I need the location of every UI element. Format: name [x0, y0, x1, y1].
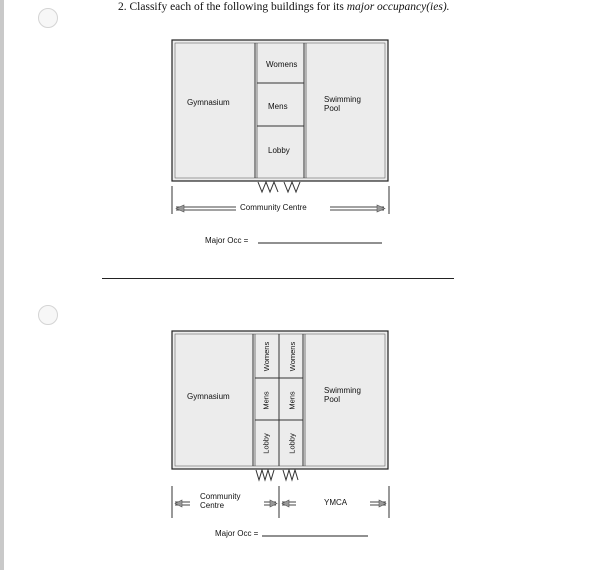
room-label-womens: Womens — [266, 60, 298, 69]
left-building-label: Community Centre — [200, 492, 241, 510]
room-label-gymnasium: Gymnasium — [187, 98, 230, 107]
room-label-swimming-pool: Swimming Pool — [324, 95, 361, 113]
building-dimension-label: Community Centre — [240, 203, 307, 212]
room-label-womens: Womens — [262, 341, 272, 372]
room-label-mens: Mens — [261, 391, 271, 410]
room-label-lobby: Lobby — [268, 146, 290, 155]
question-prefix: Classify each of the following buildings for its — [129, 1, 344, 13]
room-label-womens: Womens — [288, 341, 298, 372]
room-label-lobby: Lobby — [261, 433, 271, 454]
room-label-mens: Mens — [268, 102, 288, 111]
right-building-label: YMCA — [324, 498, 348, 507]
diagram1-floor-plan — [172, 40, 389, 243]
room-label-swimming-pool: Swimming Pool — [324, 386, 361, 404]
answer-label: Major Occ = — [215, 529, 259, 538]
question-emphasis: major occupancy(ies). — [346, 1, 450, 13]
room-label-lobby: Lobby — [287, 433, 297, 454]
section-divider — [102, 278, 454, 279]
answer-label: Major Occ = — [205, 236, 249, 245]
room-label-gymnasium: Gymnasium — [187, 392, 230, 401]
room-label-mens: Mens — [287, 391, 297, 410]
question-number: 2. — [118, 1, 127, 13]
